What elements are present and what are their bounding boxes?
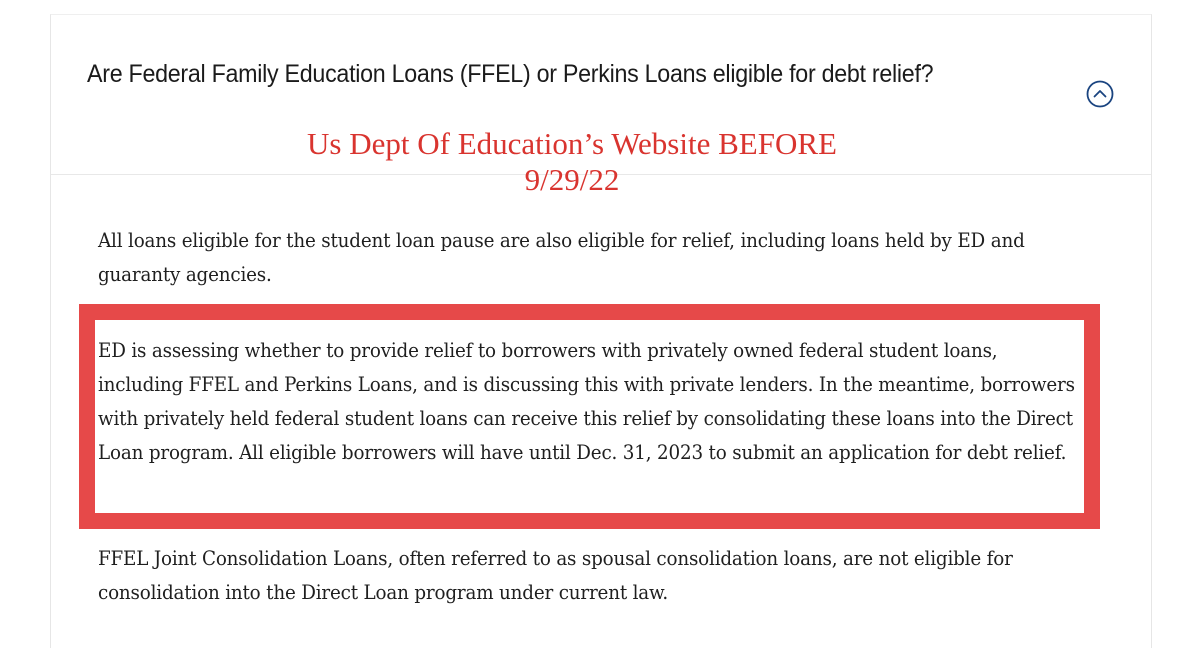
overlay-caption-line-2: 9/29/22 (524, 162, 620, 197)
answer-paragraph-2: ED is assessing whether to provide relief to borrowers with privately owned federal student loans, including FFEL and Perkins Loans, and is discussing this with private lenders. In the meantime, borrowers with privately held federal student loans can receive this relief by consolidating these loans into the Direct Loan program. All eligible borrowers will have until Dec. 31, 2023 to submit an application for debt relief. (98, 339, 1075, 464)
answer-paragraph-1: All loans eligible for the student loan pause are also eligible for relief, including loans held by ED and guaranty agencies. (98, 229, 1025, 286)
faq-question: Are Federal Family Education Loans (FFEL) or Perkins Loans eligible for debt relief? (87, 60, 934, 88)
chevron-up-circle-icon (1086, 80, 1114, 108)
highlight-box (79, 304, 1100, 529)
overlay-caption-line-1: Us Dept Of Education’s Website BEFORE (307, 126, 837, 161)
overlay-caption (50, 126, 1094, 198)
collapse-toggle-button[interactable] (1086, 80, 1114, 108)
answer-paragraph-3: FFEL Joint Consolidation Loans, often referred to as spousal consolidation loans, are not eligible for consolidation into the Direct Loan program under current law. (98, 547, 1013, 604)
